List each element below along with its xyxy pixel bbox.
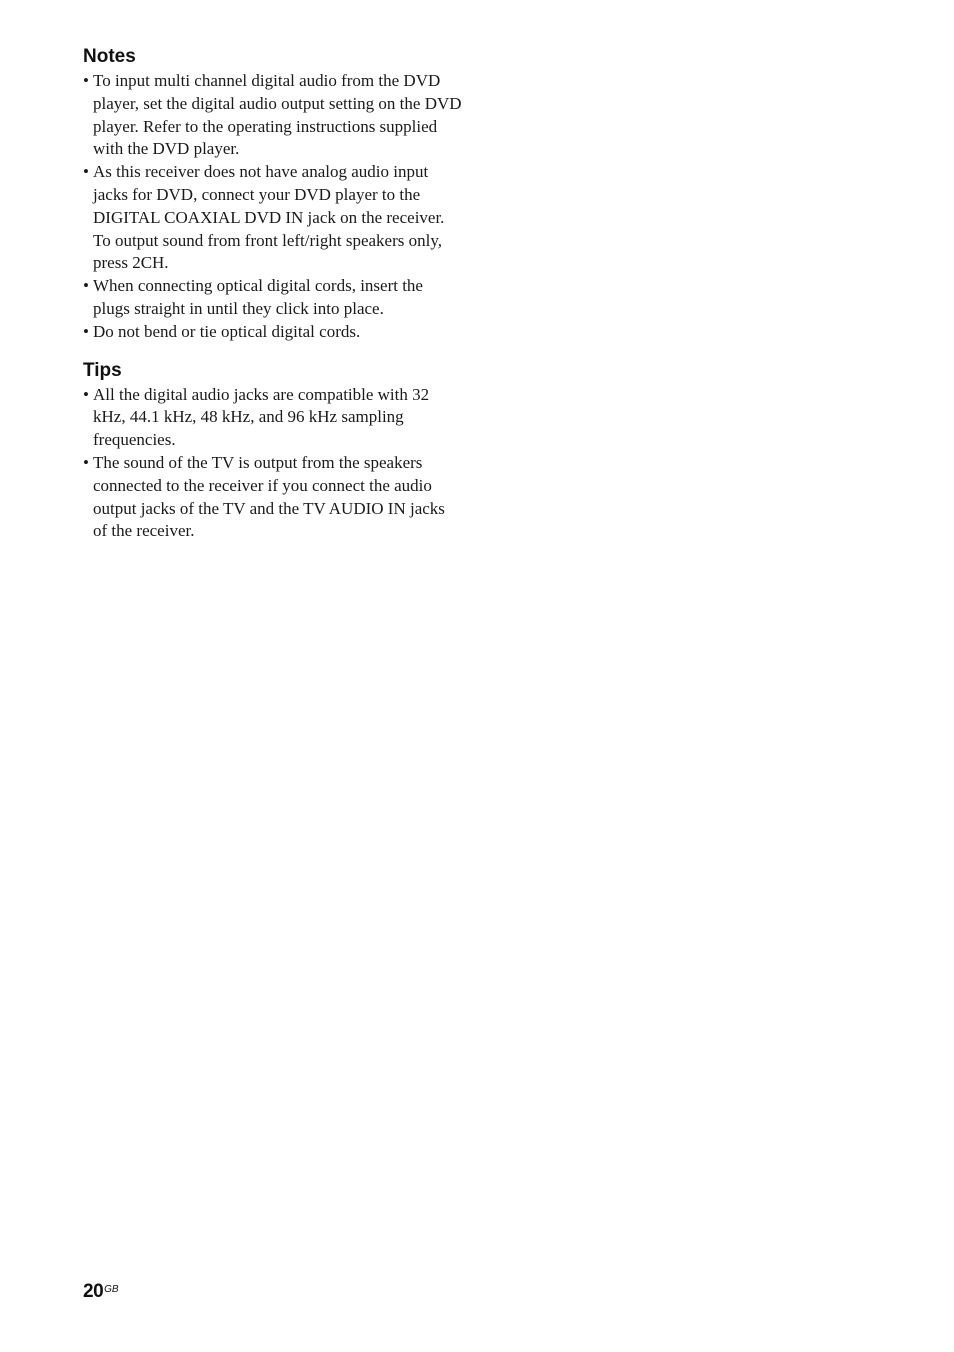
note-text: When connecting optical digital cords, insert the plugs straight in until they click into place. [93,276,423,318]
bullet-icon: • [83,71,89,90]
note-text: To input multi channel digital audio from the DVD player, set the digital audio output setting on the DVD player. Refer to the operating instructions supplied with the DVD player. [93,71,462,159]
main-column [83,44,463,543]
bullet-icon: • [83,321,89,341]
bullet-icon: • [83,452,89,472]
tips-section [83,358,463,544]
list-item [83,452,463,543]
list-item [83,321,463,344]
tips-heading: Tips [83,359,122,381]
tip-text: All the digital audio jacks are compatible with 32 kHz, 44.1 kHz, 48 kHz, and 96 kHz sampling frequencies. [93,384,430,450]
tip-text: The sound of the TV is output from the speakers connected to the receiver if you connect the audio output jacks of the TV and the TV AUDIO IN jacks of the receiver. [93,452,445,541]
list-item [83,384,463,452]
list-item [83,70,463,161]
note-text: As this receiver does not have analog audio input jacks for DVD, connect your DVD player to the DIGITAL COAXIAL DVD IN jack on the receiver. To output sound from front left/right speakers only, press 2CH. [93,162,445,273]
note-text: Do not bend or tie optical digital cords. [93,321,361,341]
list-item [83,161,463,275]
tips-list [83,384,463,544]
notes-section [83,44,463,344]
notes-heading: Notes [83,46,136,67]
bullet-icon: • [83,276,89,296]
page-number-suffix: GB [104,1284,119,1295]
list-item [83,275,463,321]
notes-list [83,70,463,344]
bullet-icon: • [83,384,89,404]
bullet-icon: • [83,162,89,182]
page-number-value: 20 [83,1281,104,1302]
page-number [83,1280,119,1304]
